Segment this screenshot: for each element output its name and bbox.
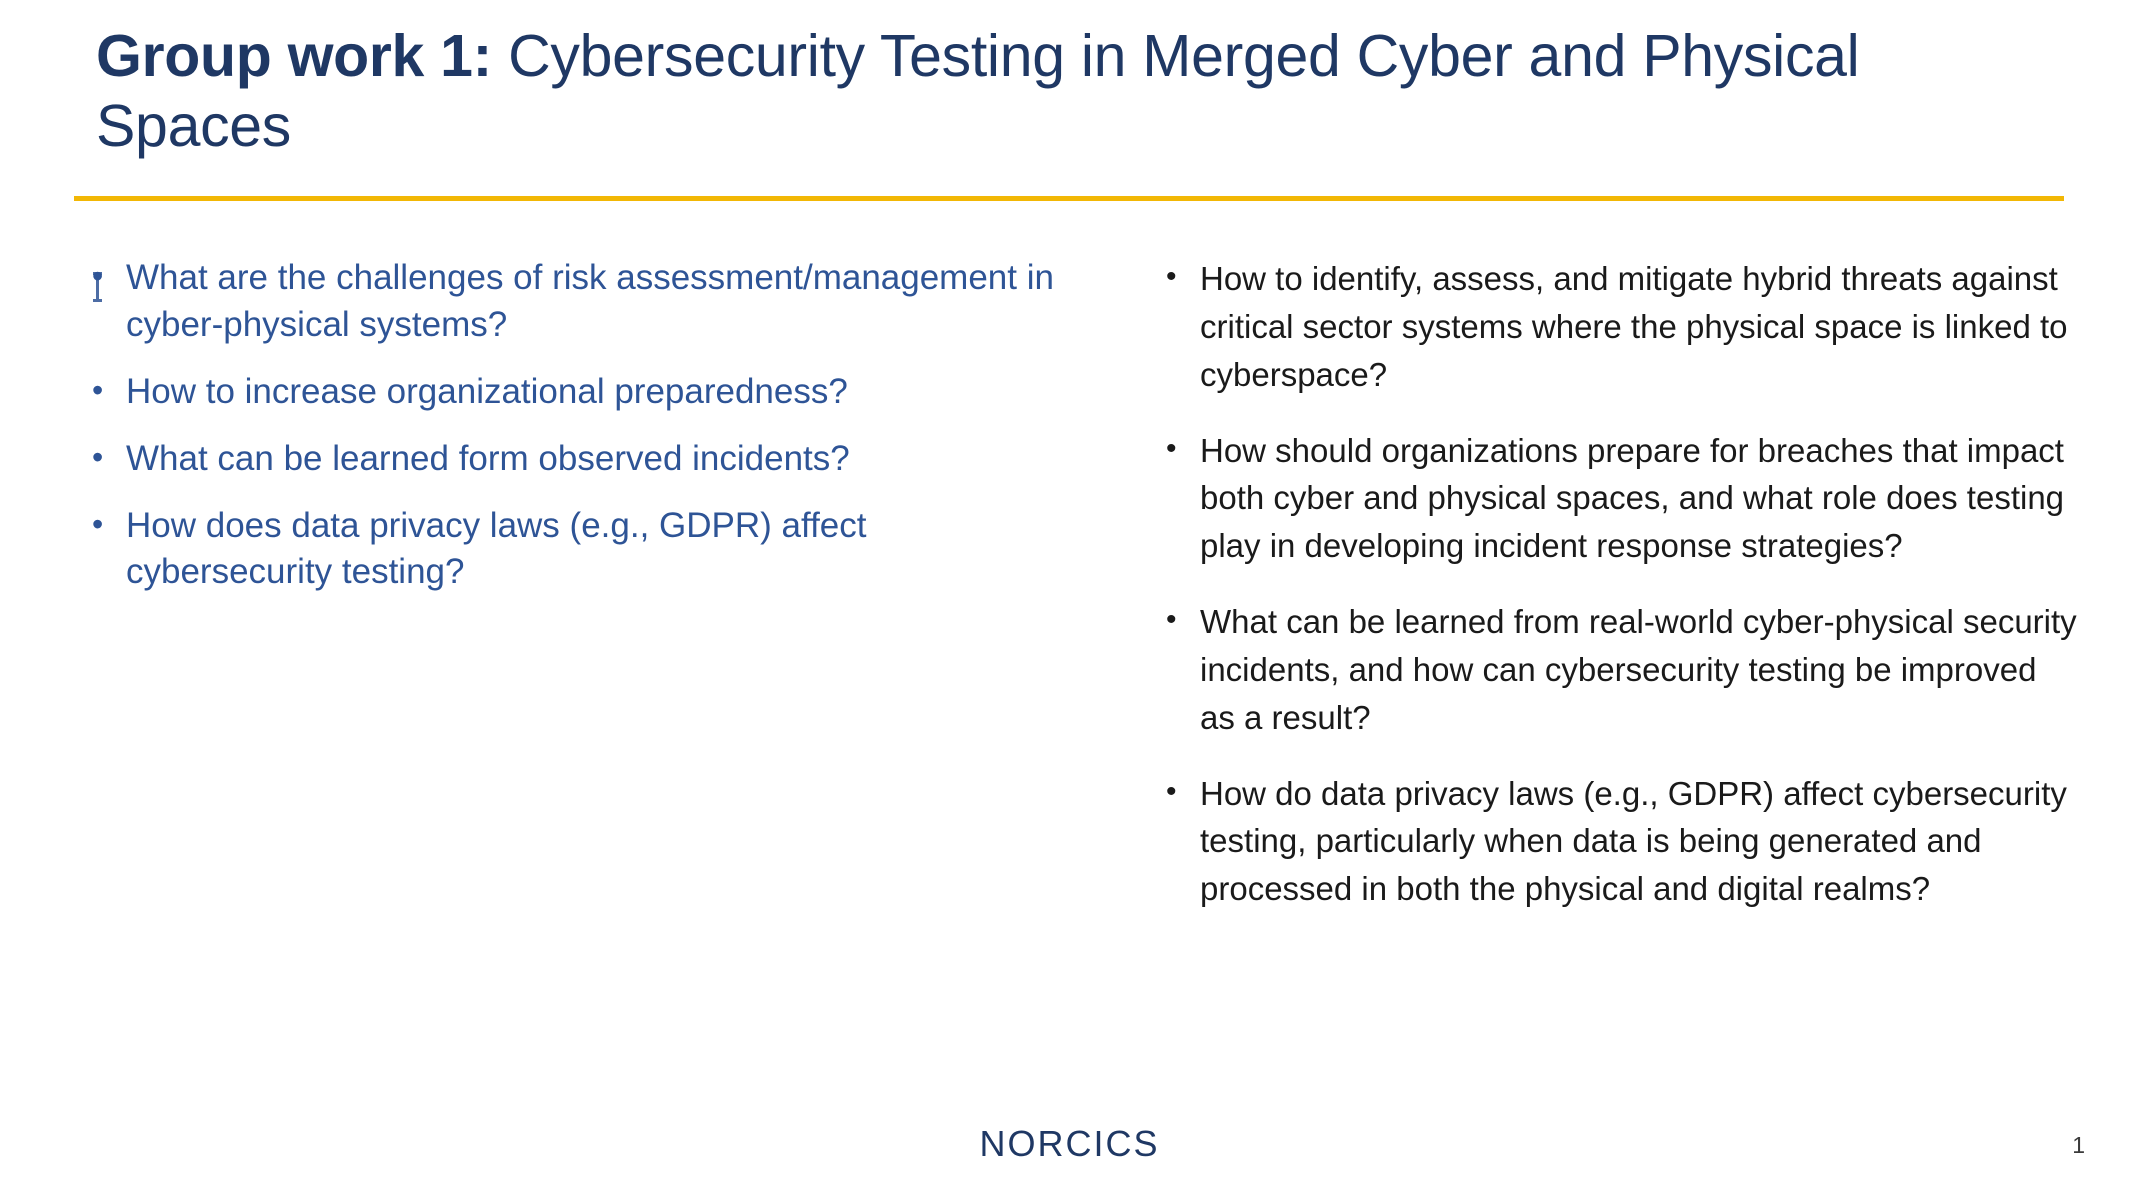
title-emphasis: Group work 1: [96,23,493,89]
title-text [96,22,2046,161]
list-item: • How does data privacy laws (e.g., GDPR) affect cybersecurity testing? [86,503,1056,597]
footer-logo: NORCICS [979,1123,1160,1164]
slide-number: 1 [2072,1132,2085,1158]
right-column [1160,255,2080,941]
page-title [96,22,2046,161]
title-divider [74,196,2064,201]
list-item: • What are the challenges of risk assessment/management in cyber-physical systems? [86,255,1056,349]
left-column [86,255,1056,616]
text-cursor-icon [96,272,99,302]
list-item: • How to identify, assess, and mitigate hybrid threats against critical sector systems where the physical space is linked to cyberspace? [1160,255,2080,399]
left-bullet-list [86,255,1056,596]
list-item: • How to increase organizational preparedness? [86,369,1056,416]
list-item: • What can be learned form observed incidents? [86,436,1056,483]
list-item: • How do data privacy laws (e.g., GDPR) affect cybersecurity testing, particularly when data is being generated and processed in both the physical and digital realms? [1160,770,2080,914]
list-item: • What can be learned from real-world cyber-physical security incidents, and how can cybersecurity testing be improved as a result? [1160,598,2080,742]
list-item: • How should organizations prepare for breaches that impact both cyber and physical spaces, and what role does testing play in developing incident response strategies? [1160,427,2080,571]
content-columns [0,255,2139,1115]
title-remainder: Cybersecurity Testing in Merged Cyber and Physical Spaces [96,23,1860,159]
right-bullet-list [1160,255,2080,913]
